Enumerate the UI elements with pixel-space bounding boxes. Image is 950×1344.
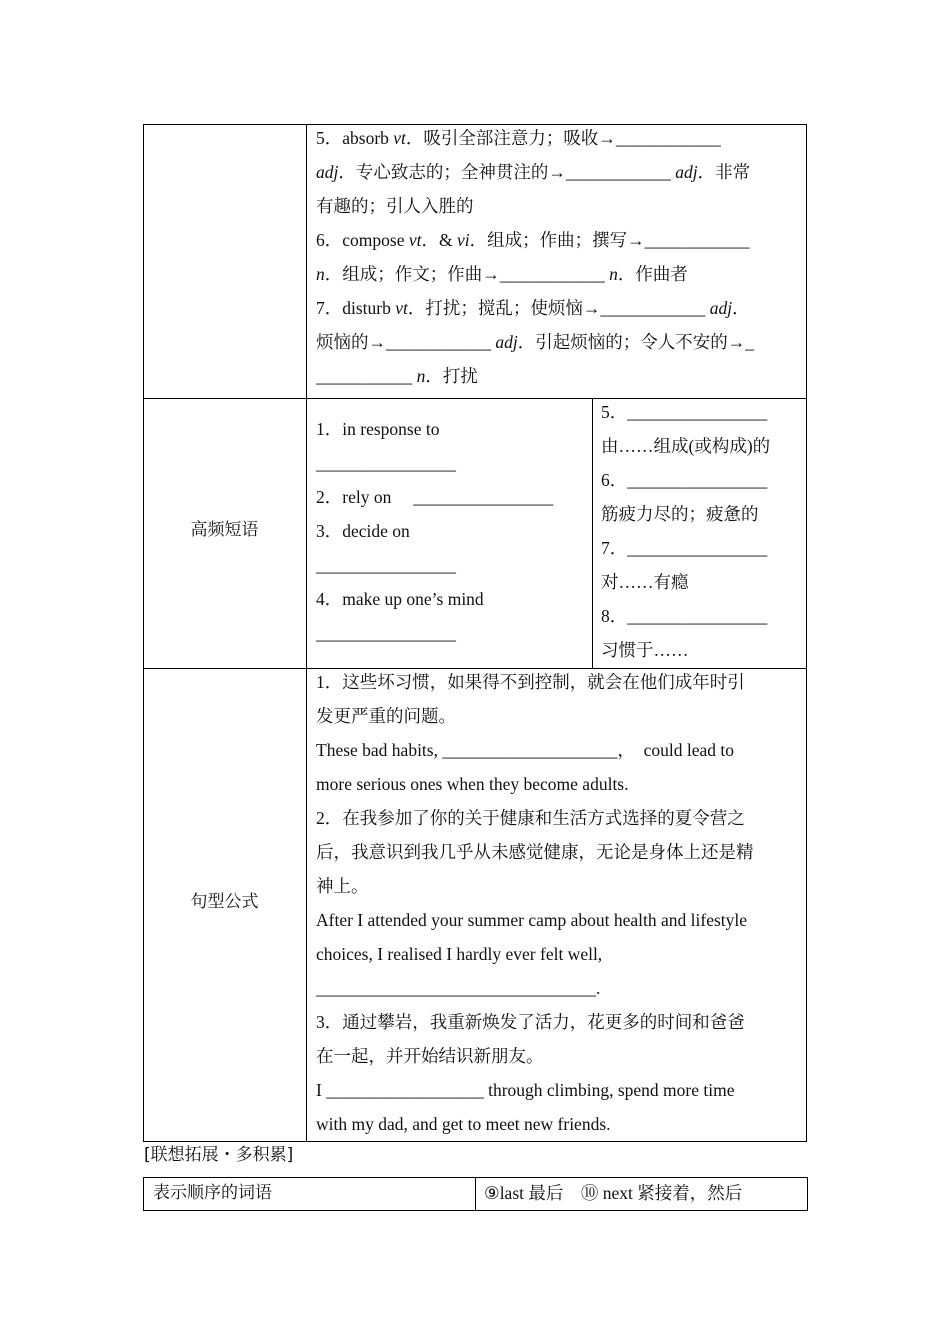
phrase-line: 2．rely on ________________ bbox=[316, 487, 554, 507]
phrase-blank: ________________ bbox=[316, 623, 456, 643]
sentence-line: These bad habits, ____________________， could lead to bbox=[316, 740, 734, 760]
phrase-blank: ________________ bbox=[316, 555, 456, 575]
phrases-label: 高频短语 bbox=[190, 520, 259, 540]
extension-table bbox=[143, 1177, 808, 1211]
vocab-line: 6．compose vt．& vi．组成；作曲；撰写→____________ bbox=[316, 230, 750, 250]
phrase-meaning: 筋疲力尽的；疲惫的 bbox=[601, 504, 759, 524]
phrase-meaning: 对……有瘾 bbox=[601, 572, 689, 592]
sentence-line: 后，我意识到我几乎从未感觉健康，无论是身体上还是精 bbox=[316, 842, 754, 862]
sentence-line: 3．通过攀岩，我重新焕发了活力，花更多的时间和爸爸 bbox=[316, 1012, 745, 1032]
sentence-line: 发更严重的问题。 bbox=[316, 706, 456, 726]
vocab-line: 5．absorb vt．吸引全部注意力；吸收→____________ bbox=[316, 128, 721, 148]
sentence-line: 在一起，并开始结识新朋友。 bbox=[316, 1046, 544, 1066]
vocab-line: 7．disturb vt．打扰；搅乱；使烦恼→____________ adj． bbox=[316, 298, 750, 318]
sentences-label: 句型公式 bbox=[190, 892, 259, 912]
phrases-inner-divider bbox=[592, 398, 593, 668]
vocab-line: 烦恼的→____________ adj．引起烦恼的；令人不安的→_ bbox=[316, 332, 754, 352]
sentence-line: 2．在我参加了你的关于健康和生活方式选择的夏令营之 bbox=[316, 808, 745, 828]
table-col-divider bbox=[306, 124, 307, 1141]
sentence-line: with my dad, and get to meet new friends. bbox=[316, 1114, 611, 1134]
phrase-blank: 5．________________ bbox=[601, 402, 768, 422]
extension-heading: [联想拓展・多积累] bbox=[144, 1145, 294, 1165]
phrase-blank: 6．________________ bbox=[601, 470, 768, 490]
table-border-right bbox=[806, 124, 807, 1141]
phrase-meaning: 习惯于…… bbox=[601, 640, 689, 660]
phrase-meaning: 由……组成(或构成)的 bbox=[601, 436, 771, 456]
extension-col-divider bbox=[475, 1178, 476, 1210]
vocab-line: 有趣的；引人入胜的 bbox=[316, 196, 474, 216]
vocab-line: n．组成；作文；作曲→____________ n．作曲者 bbox=[316, 264, 688, 284]
phrase-line: 3．decide on bbox=[316, 521, 410, 541]
vocab-line: ___________ n．打扰 bbox=[316, 366, 478, 386]
extension-row-value: ⑨last 最后 ⑩ next 紧接着，然后 bbox=[484, 1183, 743, 1203]
phrase-blank: 8．________________ bbox=[601, 606, 768, 626]
sentence-line: choices, I realised I hardly ever felt well, bbox=[316, 944, 603, 964]
sentences-cell bbox=[316, 665, 801, 1141]
sentence-line: After I attended your summer camp about health and lifestyle bbox=[316, 910, 748, 930]
phrases-right-cell bbox=[601, 395, 801, 667]
vocab-cell bbox=[316, 121, 801, 393]
phrase-blank: ________________ bbox=[316, 453, 456, 473]
phrases-left-cell bbox=[316, 412, 586, 650]
extension-row-label: 表示顺序的词语 bbox=[153, 1183, 272, 1203]
phrase-line: 4．make up one’s mind bbox=[316, 589, 484, 609]
sentence-line: I __________________ through climbing, spend more time bbox=[316, 1080, 735, 1100]
phrase-line: 1．in response to bbox=[316, 419, 440, 439]
sentence-line: ________________________________. bbox=[316, 978, 601, 998]
table-border-left bbox=[143, 124, 144, 1141]
vocab-line: adj．专心致志的；全神贯注的→____________ adj．非常 bbox=[316, 162, 751, 182]
sentence-line: more serious ones when they become adults. bbox=[316, 774, 629, 794]
sentence-line: 神上。 bbox=[316, 876, 369, 896]
phrase-blank: 7．________________ bbox=[601, 538, 768, 558]
sentence-line: 1．这些坏习惯，如果得不到控制，就会在他们成年时引 bbox=[316, 672, 745, 692]
